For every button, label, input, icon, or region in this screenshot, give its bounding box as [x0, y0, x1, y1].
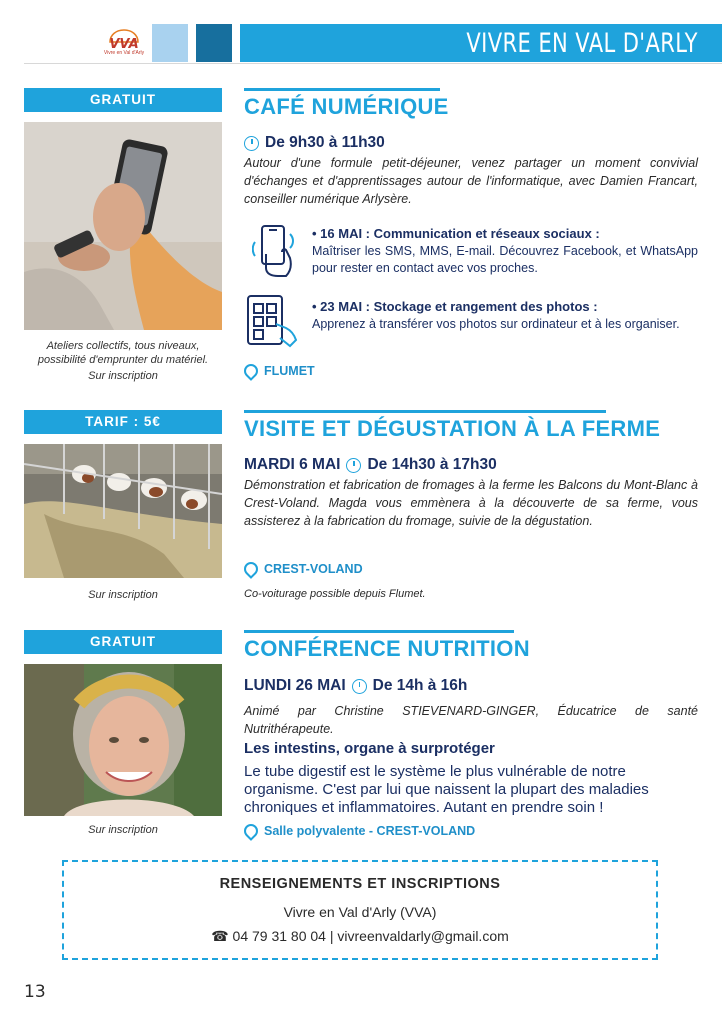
event-time-nutrition: LUNDI 26 MAI De 14h à 16h [244, 677, 468, 694]
location-cafe: FLUMET [244, 364, 315, 378]
photo-caption-cafe: Ateliers collectifs, tous niveaux, possibilité d'emprunter du matériel. [37, 340, 209, 366]
section-title-nutrition: CONFÉRENCE NUTRITION [244, 636, 530, 661]
map-pin-icon [241, 361, 261, 381]
location-nutrition: Salle polyvalente - CREST-VOLAND [244, 824, 475, 838]
clock-icon [346, 458, 361, 473]
smartphone-icon [252, 224, 296, 278]
section-bar-cafe [244, 88, 440, 91]
photo-grid-icon [246, 294, 300, 348]
event-description-nutrition: Animé par Christine STIEVENARD-GINGER, Éducatrice de santé Nutrithérapeute. [244, 704, 698, 736]
registration-note-nutrition: Sur inscription [88, 824, 158, 836]
price-badge-cafe: GRATUIT [24, 88, 222, 112]
photo-farm-cows [24, 444, 222, 578]
contact-title: RENSEIGNEMENTS ET INSCRIPTIONS [219, 876, 501, 892]
map-pin-icon [241, 821, 261, 841]
clock-icon [244, 136, 259, 151]
section-bar-nutrition [244, 630, 514, 633]
contact-line [62, 928, 658, 945]
contact-phone[interactable]: 04 79 31 80 04 [232, 928, 326, 944]
event-time-cafe: De 9h30 à 11h30 [244, 134, 385, 152]
header-square-dark [196, 24, 232, 62]
workshop-body-2: Apprenez à transférer vos photos sur ordinateur et à les organiser. [312, 317, 680, 331]
svg-text:VVA: VVA [109, 37, 139, 52]
section-title-cafe: CAFÉ NUMÉRIQUE [244, 94, 449, 119]
price-badge-ferme: TARIF : 5€ [24, 410, 222, 434]
header-divider [24, 63, 722, 64]
price-badge-nutrition: GRATUIT [24, 630, 222, 654]
event-description-cafe: Autour d'une formule petit-déjeuner, venez partager un moment convivial d'échanges et d'apprentissages autour de l'informatique, avec Damien Francart, conseiller numérique Arlysère. [244, 156, 698, 206]
logo-text: Vivre en Val d'Arly [103, 50, 145, 56]
clock-icon [352, 679, 367, 694]
section-bar-ferme [244, 410, 606, 413]
page-number: 13 [24, 982, 46, 1002]
carpool-note: Co-voiturage possible depuis Flumet. [244, 588, 426, 600]
photo-smartphone [24, 122, 222, 330]
contact-email[interactable]: vivreenvaldarly@gmail.com [337, 928, 509, 944]
workshop-heading-1: • 16 MAI : Communication et réseaux sociaux : [312, 226, 600, 241]
map-pin-icon [241, 559, 261, 579]
talk-subtitle: Les intestins, organe à surprotéger [244, 740, 495, 757]
phone-icon: ☎ [211, 928, 229, 944]
event-description-ferme: Démonstration et fabrication de fromages à la ferme les Balcons du Mont-Blanc à Crest-Voland. Magda vous emmènera à la découverte de sa ferme, vous assisterez à la fabrication du fromage, suivie de la dégustation. [244, 478, 698, 528]
contact-organization: Vivre en Val d'Arly (VVA) [283, 904, 437, 920]
workshop-heading-2: • 23 MAI : Stockage et rangement des photos : [312, 299, 598, 314]
talk-body: Le tube digestif est le système le plus vulnérable de notre organisme. C'est par lui que naissent la plupart des maladies chroniques et inflammatoires. Autant en prendre soin ! [244, 763, 649, 816]
header-square-light [152, 24, 188, 62]
registration-note-ferme: Sur inscription [88, 589, 158, 601]
section-title-ferme: VISITE ET DÉGUSTATION À LA FERME [244, 416, 661, 441]
registration-note-cafe: Sur inscription [88, 370, 158, 382]
contact-separator: | [329, 928, 334, 944]
event-time-ferme: MARDI 6 MAI De 14h30 à 17h30 [244, 456, 497, 473]
location-ferme: CREST-VOLAND [244, 562, 363, 576]
workshop-body-1: Maîtriser les SMS, MMS, E-mail. Découvrez Facebook, et WhatsApp pour rester en contact avec vos proches. [312, 244, 698, 275]
page-title: VIVRE EN VAL D'ARLY [466, 28, 698, 59]
photo-speaker-portrait [24, 664, 222, 816]
